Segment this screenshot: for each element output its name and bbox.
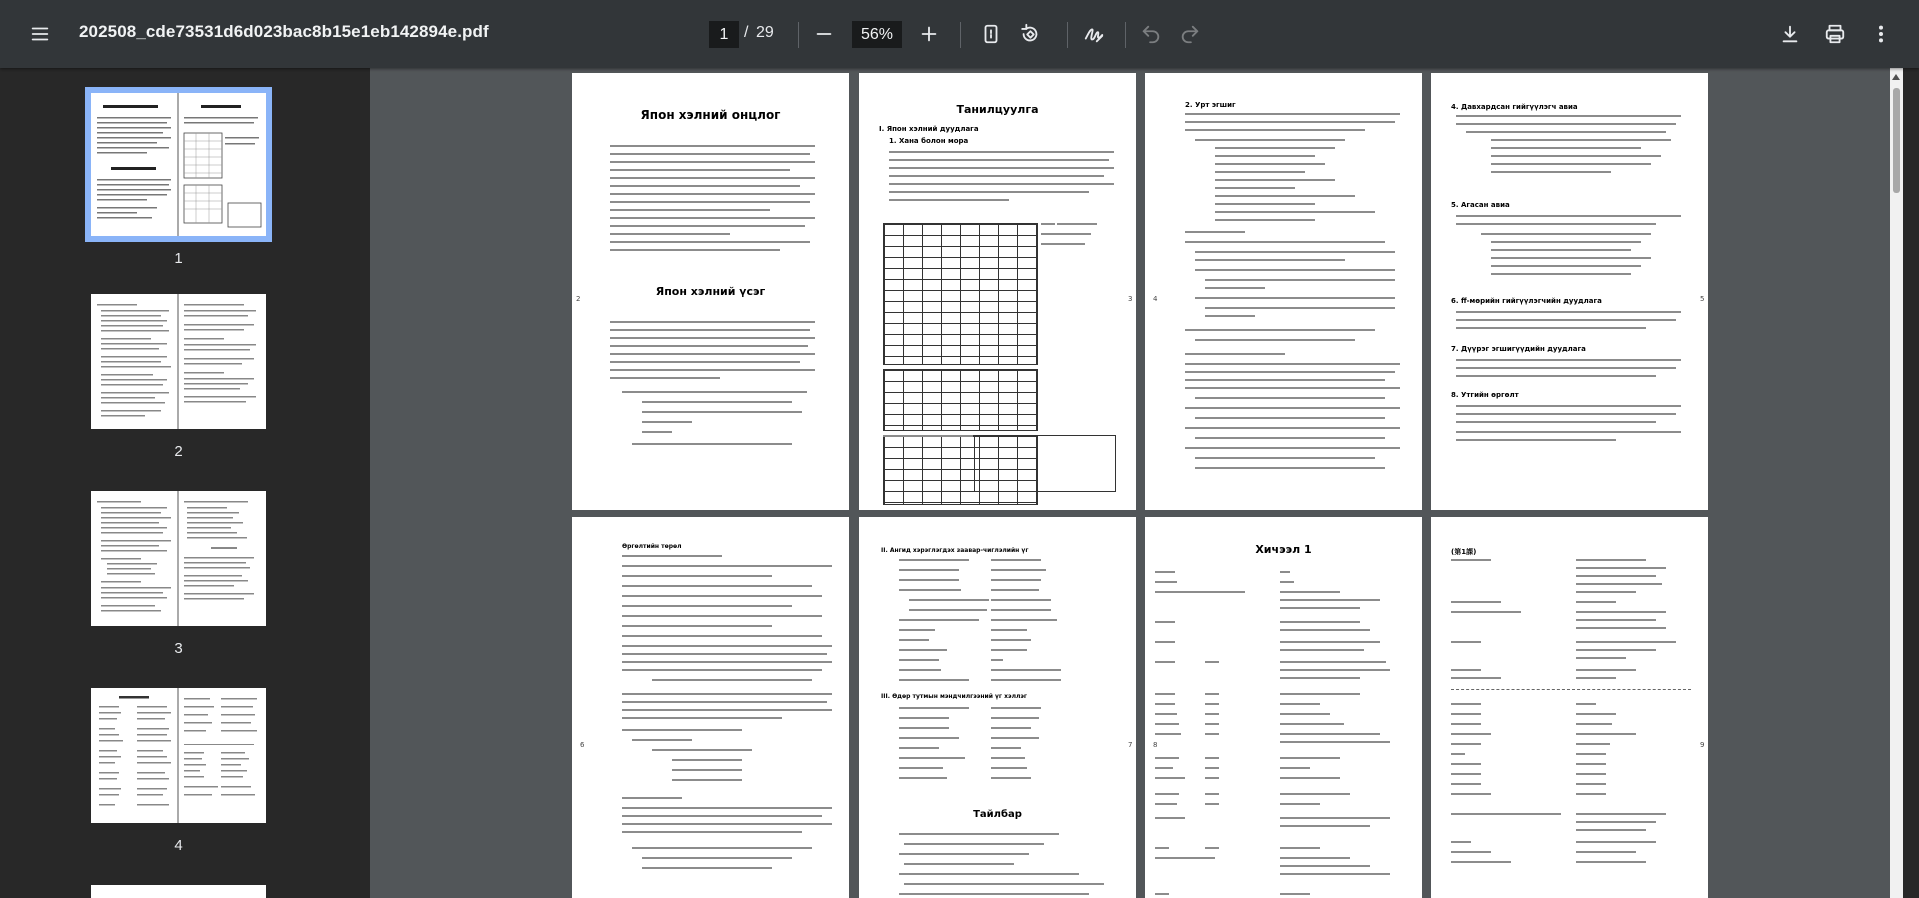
section-heading: 4. Давхардсан гийгүүлэгч авиа <box>1451 103 1578 111</box>
zoom-in-icon[interactable] <box>911 16 947 52</box>
kana-table <box>883 369 1038 431</box>
section-heading: (第1課) <box>1451 548 1477 556</box>
zoom-out-icon[interactable] <box>806 16 842 52</box>
toolbar-divider <box>1125 22 1126 48</box>
pdf-page: Япон хэлний онцлог Япон хэлний үсэг 2 <box>572 73 849 510</box>
thumbnail-page-3[interactable] <box>91 491 266 657</box>
section-heading: II. Ангид хэрэглэгдэх заавар-чиглэлийн үг <box>881 547 1029 554</box>
section-heading: Өргөлтийн төрөл <box>622 543 682 550</box>
scroll-up-arrow-icon[interactable] <box>1892 74 1900 80</box>
undo-icon[interactable] <box>1133 16 1169 52</box>
pdf-page: 2. Урт эгшиг 4 <box>1145 73 1422 510</box>
section-heading: 5. Агасан авиа <box>1451 201 1510 209</box>
pdf-page: (第1課) 9 <box>1431 517 1708 898</box>
page-subheading: Япон хэлний үсэг <box>655 285 766 298</box>
thumbnail-image <box>91 294 266 429</box>
thumbnail-image <box>91 491 266 626</box>
menu-icon[interactable] <box>22 16 58 52</box>
kana-box <box>974 435 1116 492</box>
thumbnail-page-1[interactable] <box>91 93 266 267</box>
redo-icon[interactable] <box>1172 16 1208 52</box>
thumbnail-image <box>91 93 266 236</box>
document-scrollbar[interactable] <box>1890 68 1903 898</box>
thumbnail-page-5[interactable] <box>91 885 266 898</box>
fit-page-icon[interactable] <box>973 16 1009 52</box>
pdf-page: Өргөлтийн төрөл 6 <box>572 517 849 898</box>
section-heading: 2. Урт эгшиг <box>1185 101 1236 109</box>
page-heading: Япон хэлний онцлог <box>640 108 781 122</box>
section-heading: 6. ff-мөрийн гийгүүлэгчийн дуудлага <box>1451 297 1602 305</box>
section-heading: I. Япон хэлний дуудлага <box>879 125 979 133</box>
more-icon[interactable] <box>1863 16 1899 52</box>
thumbnail-page-4[interactable] <box>91 688 266 854</box>
thumbnail-label: 2 <box>174 443 183 460</box>
annotate-icon[interactable] <box>1076 16 1112 52</box>
scrollbar-thumb[interactable] <box>1893 88 1900 193</box>
thumbnail-label: 1 <box>174 250 183 267</box>
toolbar-divider <box>1067 22 1068 48</box>
page-subheading: Тайлбар <box>973 809 1022 820</box>
page-heading: Хичээл 1 <box>1255 543 1312 556</box>
pdf-page: Танилцуулга I. Япон хэлний дуудлага 1. Хана болон мора 3 <box>859 73 1136 510</box>
section-heading: 8. Утгийн өргөлт <box>1451 391 1519 399</box>
section-heading: 1. Хана болон мора <box>889 137 969 145</box>
thumbnail-label: 4 <box>174 837 183 854</box>
toolbar-divider <box>960 22 961 48</box>
document-title: 202508_cde73531d6d023bac8b15e1eb142894e.pdf <box>79 22 489 41</box>
rotate-icon[interactable] <box>1012 16 1048 52</box>
page-total: 29 <box>756 24 774 41</box>
document-viewer[interactable] <box>370 68 1903 898</box>
thumbnail-image <box>91 688 266 823</box>
download-icon[interactable] <box>1772 16 1808 52</box>
pdf-page: 4. Давхардсан гийгүүлэгч авиа 5. Агасан авиа 6. ff-мөрийн гийгүүлэгчийн дуудлага 7. Дүүрэг эгшигүүдийн дуудлага 8. Утгийн өргөлт 5 <box>1431 73 1708 510</box>
page-heading: Танилцуулга <box>956 103 1039 116</box>
print-icon[interactable] <box>1817 16 1853 52</box>
section-heading: 7. Дүүрэг эгшигүүдийн дуудлага <box>1451 345 1586 353</box>
zoom-input[interactable]: 56% <box>852 21 902 48</box>
toolbar-divider <box>798 22 799 48</box>
pdf-page: Хичээл 1 8 <box>1145 517 1422 898</box>
pdf-page: II. Ангид хэрэглэгдэх заавар-чиглэлийн үг III. Өдөр тутмын мэндчилгээний үг хэллэг Тайлбар 7 <box>859 517 1136 898</box>
pdf-toolbar <box>0 0 1919 68</box>
kana-table <box>883 223 1038 365</box>
thumbnail-sidebar <box>0 68 356 898</box>
thumbnail-label: 3 <box>174 640 183 657</box>
section-heading: III. Өдөр тутмын мэндчилгээний үг хэллэг <box>881 693 1028 700</box>
thumbnail-image <box>91 885 266 898</box>
page-number-input[interactable]: 1 <box>709 21 739 48</box>
page-separator: / <box>744 24 749 41</box>
thumbnail-page-2[interactable] <box>91 294 266 460</box>
